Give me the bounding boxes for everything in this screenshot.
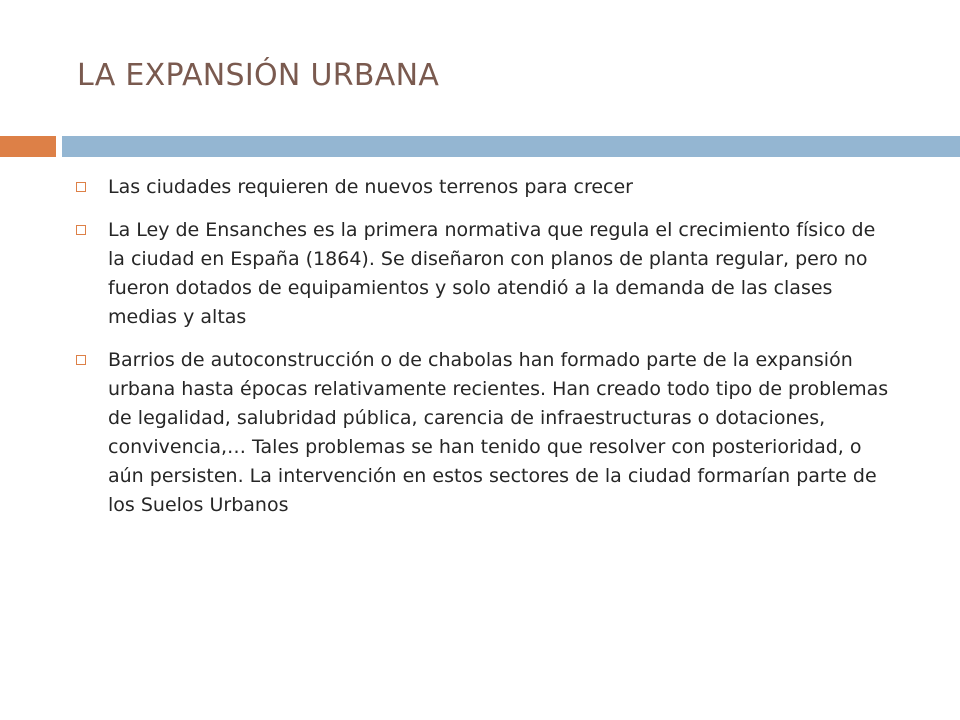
bullet-text: Las ciudades requieren de nuevos terrenos para crecer bbox=[108, 176, 633, 198]
accent-bar-orange bbox=[0, 136, 56, 157]
square-bullet-icon bbox=[76, 355, 86, 365]
bullet-text: La Ley de Ensanches es la primera normativa que regula el crecimiento físico de la ciudad en España (1864). Se diseñaron con planos de planta regular, pero no fueron dotados de equipamientos y solo atendió a la demanda de las clases medias y altas bbox=[108, 219, 876, 328]
slide-title: LA EXPANSIÓN URBANA bbox=[77, 58, 440, 93]
square-bullet-icon bbox=[76, 225, 86, 235]
bullet-item bbox=[76, 216, 896, 332]
bullet-item bbox=[76, 173, 896, 202]
square-bullet-icon bbox=[76, 182, 86, 192]
bullet-item bbox=[76, 346, 896, 520]
bullet-text: Barrios de autoconstrucción o de chabolas han formado parte de la expansión urbana hasta épocas relativamente recientes. Han creado todo tipo de problemas de legalidad, salubridad pública, carencia de infraestructuras o dotaciones, convivencia,… Tales problemas se han tenido que resolver con posterioridad, o aún persisten. La intervención en estos sectores de la ciudad formarían parte de los Suelos Urbanos bbox=[108, 349, 889, 516]
accent-bar-blue bbox=[62, 136, 960, 157]
bullet-list bbox=[76, 173, 896, 534]
